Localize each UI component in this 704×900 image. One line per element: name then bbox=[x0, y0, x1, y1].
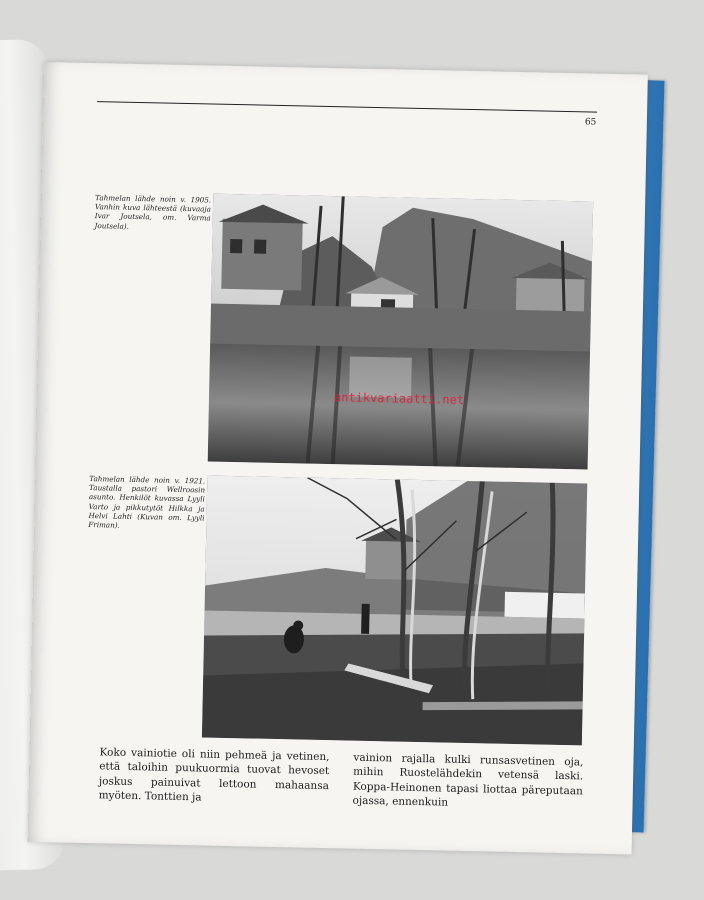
book-page bbox=[28, 62, 648, 854]
photo-caption-1905: Tahmelan lähde noin v. 1905. Vanhin kuva lähteestä (kuvaaja Ivar Joutsela, om. Varma Joutsela). bbox=[94, 193, 212, 231]
watermark-text: antikvariaatti.net bbox=[333, 390, 465, 407]
photo-spring-1921 bbox=[202, 476, 587, 746]
photo-spring-1905 bbox=[208, 194, 594, 470]
body-text-column-2: vainion rajalla kulki runsasvetinen oja, mihin Ruostelähdekin vetensä laski. Koppa-Heinonen tapasi liottaa päreputaan ojassa, ennenkuin bbox=[352, 751, 584, 809]
body-text-column-1: Koko vainiotie oli niin pehmeä ja vetinen, että taloihin puukuormia tuovat hevoset joskus painuivat lettoon mahaansa myöten. Tonttien ja bbox=[98, 746, 330, 804]
header-rule bbox=[97, 101, 597, 112]
page-number: 65 bbox=[584, 117, 597, 128]
photo-caption-1921: Tahmelan lähde noin v. 1921. Taustalla pastori Wellroosin asunto. Henkilöt kuvassa Lyyli Varto ja pikkutytöt Hilkka ja Helvi Lahti (Kuvan om. Lyyli Friman). bbox=[88, 474, 206, 530]
